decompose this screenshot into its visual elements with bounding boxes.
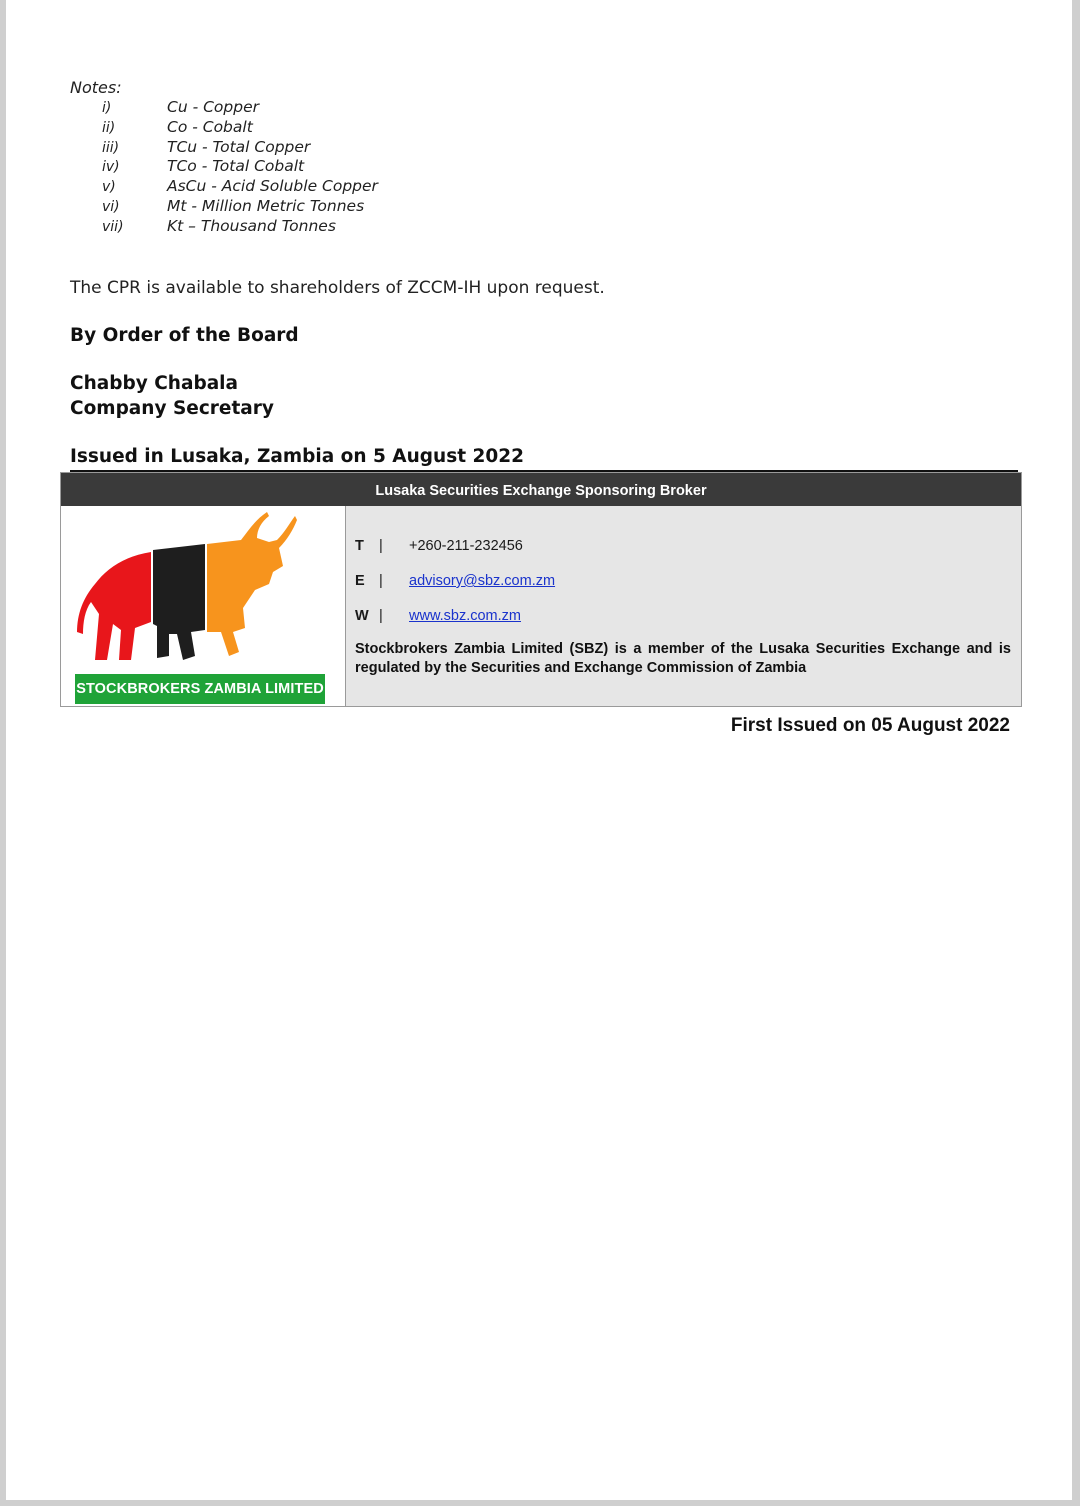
website-row xyxy=(355,606,521,626)
bull-logo-icon xyxy=(73,510,303,670)
website-link[interactable]: www.sbz.com.zm xyxy=(409,608,521,624)
phone-label: T xyxy=(355,538,364,554)
logo-badge: STOCKBROKERS ZAMBIA LIMITED xyxy=(75,674,325,704)
broker-table xyxy=(60,472,1022,707)
email-row xyxy=(355,571,555,591)
first-issued-date: First Issued on 05 August 2022 xyxy=(730,715,1010,736)
document-page xyxy=(6,0,1072,1500)
list-item: i) Cu - Copper xyxy=(102,98,259,116)
cpr-availability-text: The CPR is available to shareholders of ZCCM-IH upon request. xyxy=(70,278,605,298)
sbz-logo xyxy=(61,506,346,706)
email-link[interactable]: advisory@sbz.com.zm xyxy=(409,573,556,589)
separator: | xyxy=(379,573,383,589)
website-label: W xyxy=(355,608,369,624)
broker-header: Lusaka Securities Exchange Sponsoring Broker xyxy=(61,473,1021,506)
notes-list xyxy=(102,98,378,237)
signatory-title: Company Secretary xyxy=(70,398,274,419)
list-item: vi) Mt - Million Metric Tonnes xyxy=(102,196,365,215)
signatory-name: Chabby Chabala xyxy=(70,373,238,394)
list-item: iii) TCu - Total Copper xyxy=(102,137,311,156)
separator: | xyxy=(379,538,383,554)
list-item: vii) Kt – Thousand Tonnes xyxy=(102,216,336,235)
phone-row xyxy=(355,536,523,556)
issued-line: Issued in Lusaka, Zambia on 5 August 2022 xyxy=(70,446,524,467)
contact-details xyxy=(346,506,1021,706)
list-item: v) AsCu - Acid Soluble Copper xyxy=(102,177,378,196)
by-order-heading: By Order of the Board xyxy=(70,325,299,346)
list-item: iv) TCo - Total Cobalt xyxy=(102,157,305,176)
notes-title: Notes: xyxy=(70,78,122,97)
email-label: E xyxy=(355,573,365,589)
broker-disclaimer: Stockbrokers Zambia Limited (SBZ) is a member of the Lusaka Securities Exchange and is regulated by the Securities and Exchange Commission of Zambia xyxy=(355,641,1011,676)
phone-number: +260-211-232456 xyxy=(409,538,523,554)
list-item: ii) Co - Cobalt xyxy=(102,117,253,136)
separator: | xyxy=(379,608,383,624)
